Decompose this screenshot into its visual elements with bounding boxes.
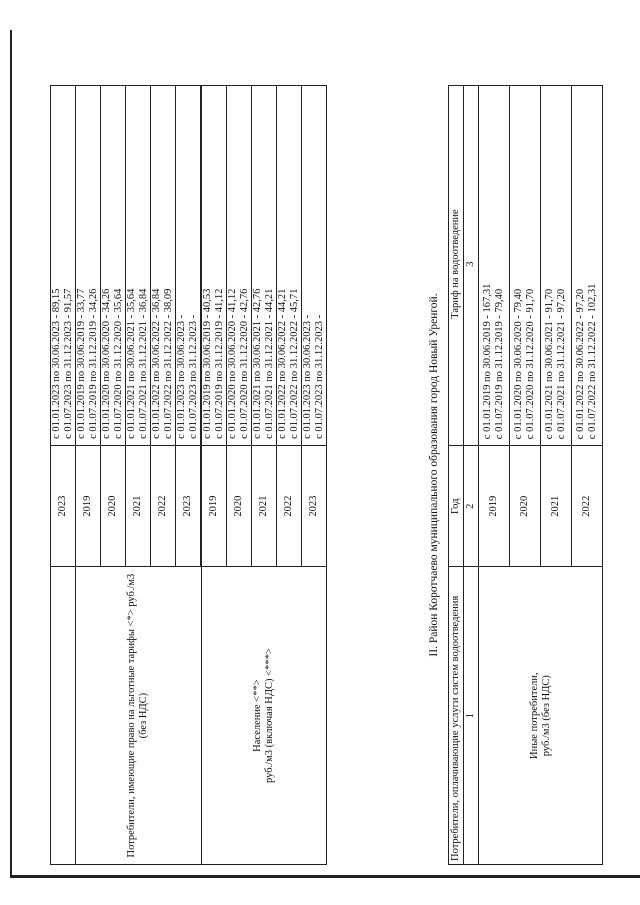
year-cell: 2019 bbox=[479, 446, 510, 567]
column-number: 1 bbox=[464, 567, 479, 865]
year-cell: 2023 bbox=[176, 445, 202, 566]
table-row bbox=[76, 86, 101, 865]
section-title: II. Район Коротчаево муниципального образования город Новый Уренгой. bbox=[428, 293, 440, 657]
consumer-group-cell: Иные потребители, руб./м3 (без НДС) bbox=[479, 567, 603, 865]
tariff-cell: с 01.01.2021 по 30.06.2021 - 91,70 с 01.07.2021 по 31.12.2021 - 97,20 bbox=[541, 86, 572, 446]
year-cell: 2022 bbox=[572, 446, 603, 567]
tariff-cell: с 01.01.2022 по 30.06.2022 - 97,20 с 01.07.2022 по 31.12.2022 - 102,31 bbox=[572, 86, 603, 446]
column-header-tariff: Тариф на водоотведение bbox=[449, 86, 464, 446]
table-row bbox=[201, 86, 227, 865]
column-number: 3 bbox=[464, 86, 479, 446]
consumer-cell bbox=[51, 567, 76, 865]
year-cell: 2022 bbox=[151, 445, 176, 566]
tariff-table-continued bbox=[50, 85, 327, 865]
tariff-cell: с 01.01.2022 по 30.06.2022 - 36,84 с 01.07.2022 по 31.12.2022 - 38,09 bbox=[151, 86, 176, 446]
tariff-cell: с 01.01.2023 по 30.06.2023 - с 01.07.2023 по 31.12.2023 - bbox=[176, 86, 202, 446]
tariff-cell: с 01.01.2019 по 30.06.2019 - 33,77 с 01.07.2019 по 31.12.2019 - 34,26 bbox=[76, 86, 101, 446]
consumer-group-cell: Население <**> руб./м3 (включая НДС) <***> bbox=[201, 567, 327, 865]
tariff-cell: с 01.01.2020 по 30.06.2020 - 41,12 с 01.07.2020 по 31.12.2020 - 42,76 bbox=[227, 86, 252, 446]
page-left-border bbox=[10, 30, 12, 875]
tariff-cell: с 01.01.2020 по 30.06.2020 - 34,26 с 01.07.2020 по 31.12.2020 - 35,64 bbox=[101, 86, 126, 446]
year-cell: 2022 bbox=[277, 445, 302, 566]
table-row bbox=[479, 86, 510, 865]
column-header-consumers: Потребители, оплачивающие услуги систем водоотведения bbox=[449, 567, 464, 865]
consumer-group-cell: Потребители, имеющие право на льготные тарифы <*> руб./м3 (без НДС) bbox=[76, 567, 202, 865]
tariff-cell: с 01.01.2021 по 30.06.2021 - 35,64 с 01.07.2021 по 31.12.2021 - 36,84 bbox=[126, 86, 151, 446]
rotated-page bbox=[50, 85, 598, 865]
page-bottom-border bbox=[10, 875, 640, 878]
table-header-row bbox=[449, 86, 464, 865]
table-header-numbers-row bbox=[464, 86, 479, 865]
tariff-cell: с 01.01.2019 по 30.06.2019 - 167,31 с 01.07.2019 по 31.12.2019 - 79,40 bbox=[479, 86, 510, 446]
year-cell: 2020 bbox=[227, 445, 252, 566]
year-cell: 2021 bbox=[252, 445, 277, 566]
tariff-cell: с 01.01.2022 по 30.06.2022 - 44,21 с 01.07.2022 по 31.12.2022 - 45,71 bbox=[277, 86, 302, 446]
tariff-cell: с 01.01.2019 по 30.06.2019 - 40,53 с 01.07.2019 по 31.12.2019 - 41,12 bbox=[201, 86, 227, 446]
tariff-cell: с 01.01.2023 по 30.06.2023 - 89,15 с 01.07.2023 по 31.12.2023 - 91,57 bbox=[51, 86, 76, 446]
year-cell: 2019 bbox=[201, 445, 227, 566]
year-cell: 2020 bbox=[510, 446, 541, 567]
year-cell: 2021 bbox=[126, 445, 151, 566]
year-cell: 2020 bbox=[101, 445, 126, 566]
column-number: 2 bbox=[464, 446, 479, 567]
year-cell: 2023 bbox=[51, 445, 76, 566]
column-header-year: Год bbox=[449, 446, 464, 567]
tariff-table-korotchaevo bbox=[448, 85, 603, 865]
tariff-cell: с 01.01.2021 по 30.06.2021 - 42,76 с 01.07.2021 по 31.12.2021 - 44,21 bbox=[252, 86, 277, 446]
table-row bbox=[51, 86, 76, 865]
tariff-cell: с 01.01.2023 по 30.06.2023 - с 01.07.2023 по 31.12.2023 - bbox=[302, 86, 327, 446]
year-cell: 2019 bbox=[76, 445, 101, 566]
year-cell: 2023 bbox=[302, 445, 327, 566]
tariff-cell: с 01.01.2020 по 30.06.2020 - 79,40 с 01.07.2020 по 31.12.2020 - 91,70 bbox=[510, 86, 541, 446]
year-cell: 2021 bbox=[541, 446, 572, 567]
